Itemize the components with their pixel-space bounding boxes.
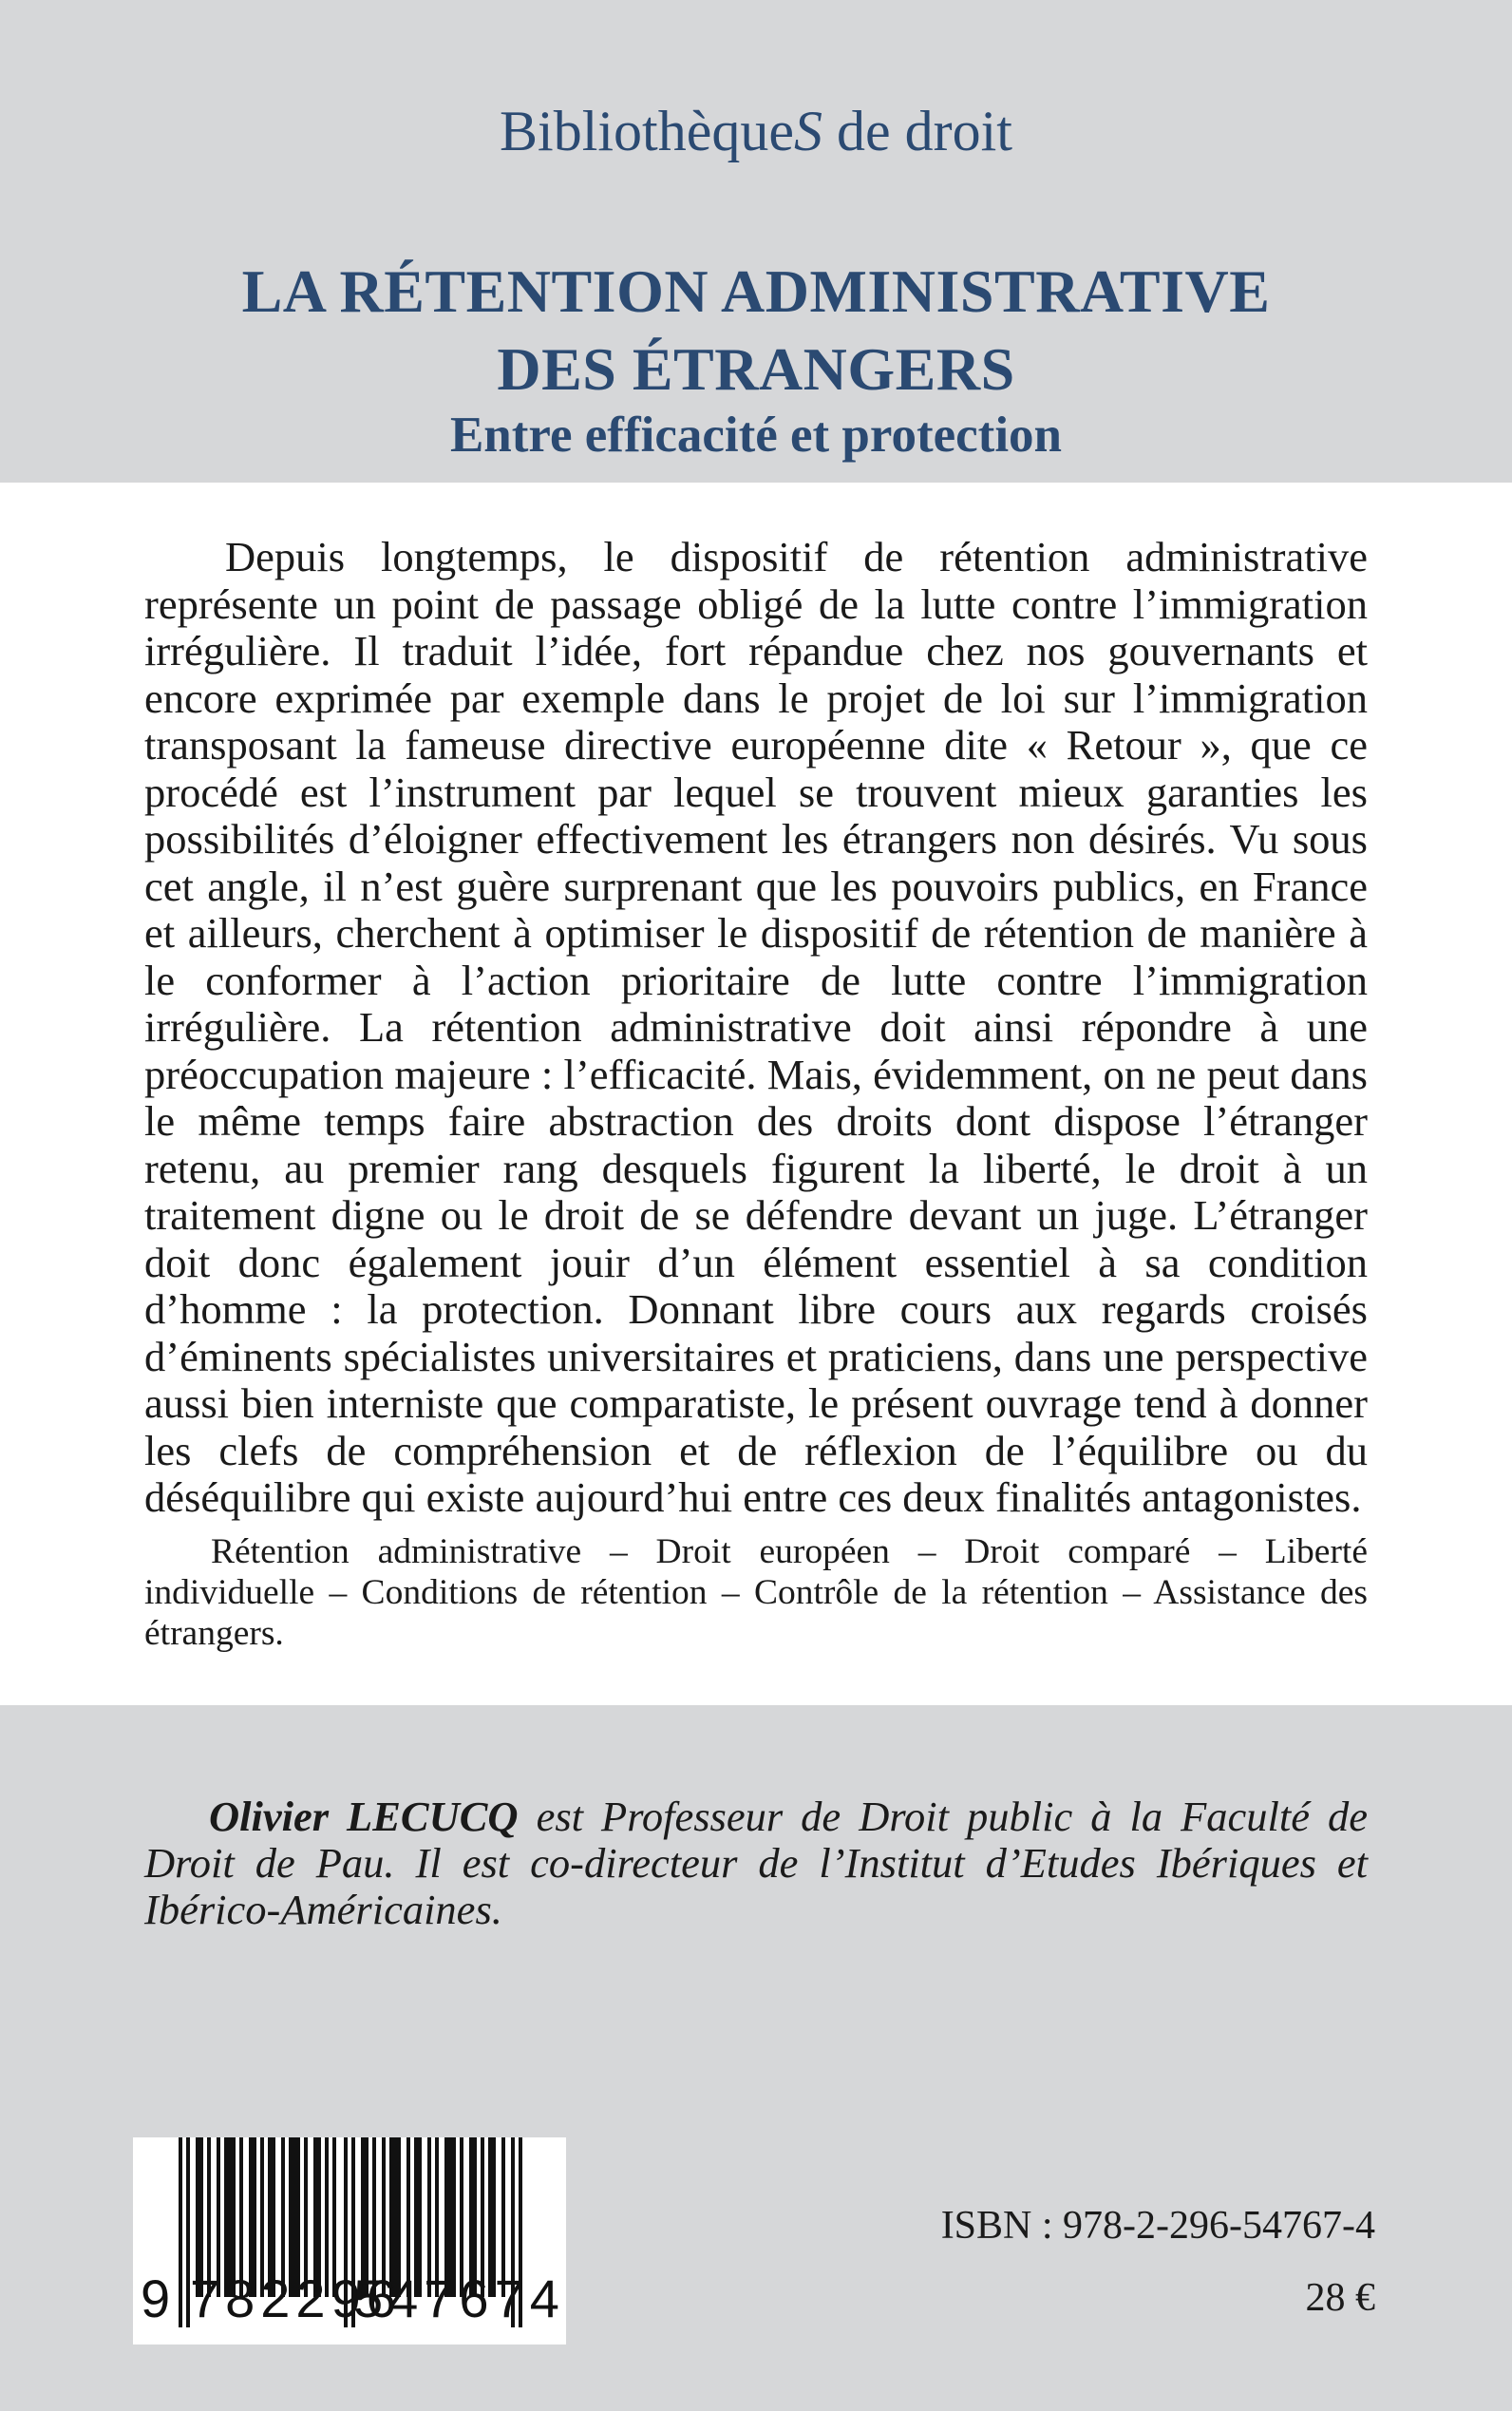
keywords-paragraph: Rétention administrative – Droit européen – Droit comparé – Liberté individuelle – Conditions de rétention – Contrôle de la rétention – Assistance des étrangers.: [144, 1532, 1368, 1653]
collection-italic-letter: S: [794, 100, 822, 162]
author-bio: [144, 1794, 1368, 1933]
author-name: Olivier LECUCQ: [209, 1793, 519, 1840]
author-bio-text: est Professeur de Droit public à la Faculté de Droit de Pau. Il est co-directeur de l’Institut d’Etudes Ibériques et Ibérico-Américaines.: [144, 1793, 1369, 1933]
book-subtitle: Entre efficacité et protection: [449, 408, 1063, 463]
price: 28 €: [1305, 2276, 1375, 2320]
book-title-line-2: DES ÉTRANGERS: [497, 335, 1015, 403]
barcode-first-digit: 9: [141, 2269, 171, 2328]
collection-prefix: Bibliothèque: [500, 100, 794, 162]
book-title-line-1: LA RÉTENTION ADMINISTRATIVE: [241, 257, 1271, 325]
blurb-paragraph: Depuis longtemps, le dispositif de rétention administrative représente un point de passage obligé de la lutte contre l’immigration irrégulière. Il traduit l’idée, fort répandue chez nos gouvernants et encore exprimée par exemple dans le projet de loi sur l’immigration transposant la fameuse directive européenne dite « Retour », que ce procédé est l’instrument par lequel se trouvent mieux garanties les possibilités d’éloigner effectivement les étrangers non désirés. Vu sous cet angle, il n’est guère surprenant que les pouvoirs publics, en France et ailleurs, cherchent à optimiser le dispositif de rétention de manière à le conformer à l’action prioritaire de lutte contre l’immigration irrégulière. La rétention administrative doit ainsi répondre à une préoccupation majeure : l’efficacité. Mais, évidemment, on ne peut dans le même temps faire abstraction des droits dont dispose l’étranger retenu, au premier rang desquels figurent la liberté, le droit à un traitement digne ou le droit de se défendre devant un juge. L’étranger doit donc également jouir d’un élément essentiel à sa condition d’homme : la protection. Donnant libre cours aux regards croisés d’éminents spécialistes universitaires et praticiens, dans une perspective aussi bien interniste que comparatiste, le présent ouvrage tend à donner les clefs de compréhension et de réflexion de l’équilibre ou du déséquilibre qui existe aujourd’hui entre ces deux finalités antagonistes.: [144, 533, 1368, 1521]
collection-suffix: de droit: [822, 100, 1012, 162]
barcode-group-2: 547674: [353, 2269, 565, 2328]
collection-name: [0, 100, 1512, 162]
barcode-group-1: 782296: [190, 2269, 402, 2328]
book-title: [0, 253, 1512, 408]
isbn: ISBN : 978-2-296-54767-4: [940, 2204, 1375, 2248]
